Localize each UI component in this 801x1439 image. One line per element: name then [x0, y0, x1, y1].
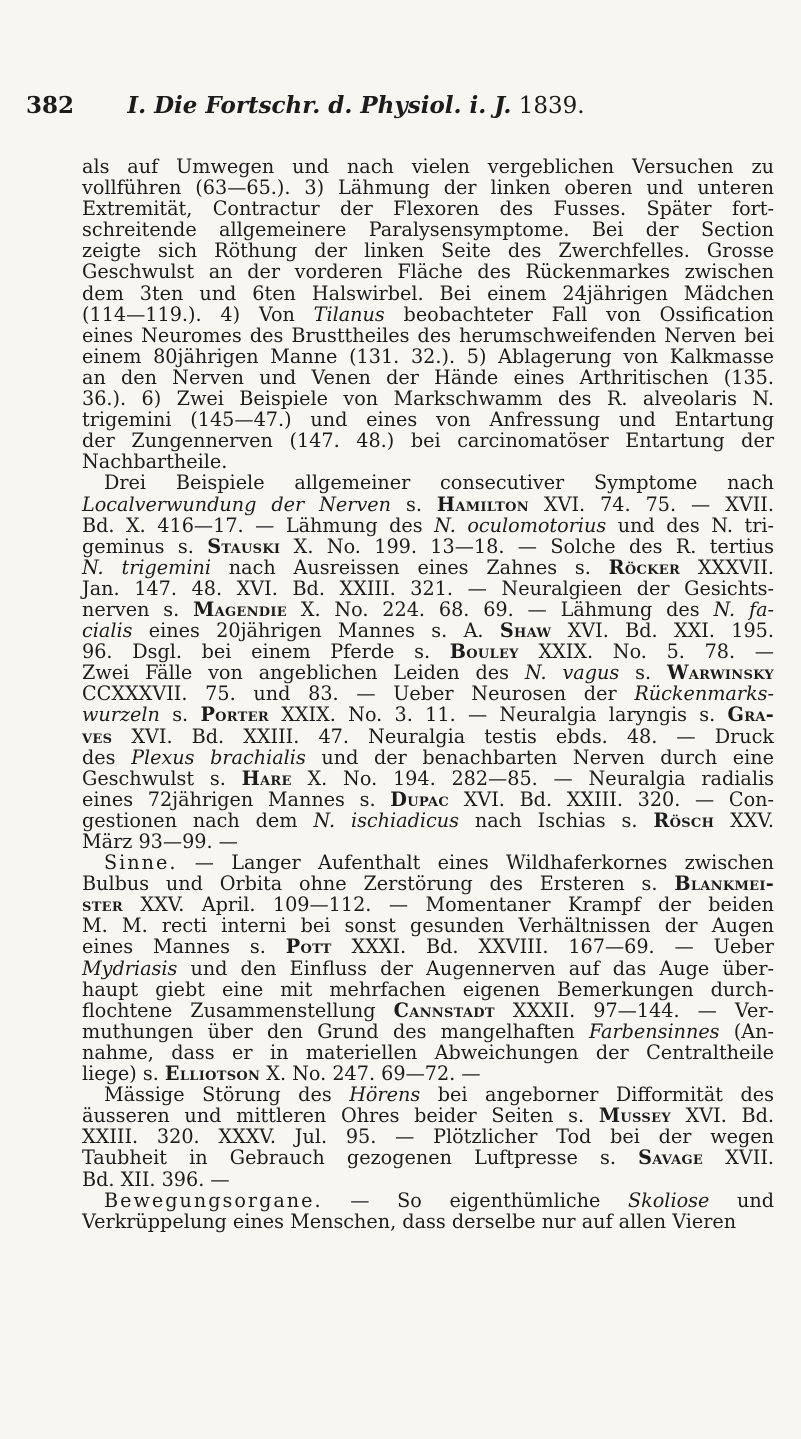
page-number: 382: [26, 92, 75, 119]
text-line: Bulbus und Orbita ohne Zerstörung des Ersteren s. Blankmei-: [82, 872, 774, 896]
text-line: Jan. 147. 48. XVI. Bd. XXIII. 321. — Neuralgieen der Gesichts-: [82, 576, 774, 600]
text-line: (114—119.). 4) Von Tilanus beobachteter Fall von Ossification: [82, 302, 774, 326]
text-line: Sinne. — Langer Aufenthalt eines Wildhaferkornes zwischen: [104, 851, 774, 875]
text-line: nerven s. Magendie X. No. 224. 68. 69. — Lähmung des N. fa-: [82, 597, 774, 621]
text-line: trigemini (145—47.) und eines von Anfressung und Entartung: [82, 408, 774, 432]
text-line: ster XXV. April. 109—112. — Momentaner Krampf der beiden: [82, 893, 774, 917]
text-line: eines Neuromes des Brusttheiles des herumschweifenden Nerven bei: [82, 323, 774, 347]
text-line: einem 80jährigen Manne (131. 32.). 5) Ablagerung von Kalkmasse: [82, 344, 774, 368]
text-line: nahme, dass er in materiellen Abweichungen der Centraltheile: [82, 1040, 774, 1064]
text-line: 96. Dsgl. bei einem Pferde s. Bouley XXIX. No. 5. 78. —: [82, 640, 774, 664]
text-line: N. trigemini nach Ausreissen eines Zahnes s. Röcker XXXVII.: [82, 555, 774, 579]
body-text: [82, 156, 774, 1232]
text-line: gestionen nach dem N. ischiadicus nach Ischias s. Rösch XXV.: [82, 808, 774, 832]
running-title: I. Die Fortschr. d. Physiol. i. J.: [127, 92, 512, 119]
text-line: eines 72jährigen Mannes s. Dupac XVI. Bd. XXIII. 320. — Con-: [82, 787, 774, 811]
text-line: geminus s. Stauski X. No. 199. 13—18. — Solche des R. tertius: [82, 534, 774, 558]
text-line: Localverwundung der Nerven s. Hamilton XVI. 74. 75. — XVII.: [82, 492, 774, 516]
text-line: Bd. XII. 396. —: [82, 1167, 230, 1191]
text-line: Geschwulst an der vorderen Fläche des Rückenmarkes zwischen: [82, 260, 774, 284]
text-line: XXIII. 320. XXXV. Jul. 95. — Plötzlicher Tod bei der wegen: [82, 1125, 774, 1149]
text-line: eines Mannes s. Pott XXXI. Bd. XXVIII. 167—69. — Ueber: [82, 935, 774, 959]
text-line: an den Nerven und Venen der Hände eines Arthritischen (135.: [82, 365, 774, 389]
text-line: Verkrüppelung eines Menschen, dass derselbe nur auf allen Vieren: [82, 1209, 737, 1233]
text-line: zeigte sich Röthung der linken Seite des Zwerchfelles. Grosse: [82, 239, 774, 263]
text-line: CCXXXVII. 75. und 83. — Ueber Neurosen der Rückenmarks-: [82, 682, 774, 706]
text-line: muthungen über den Grund des mangelhaften Farbensinnes (An-: [82, 1019, 774, 1043]
text-line: Bewegungsorgane. — So eigenthümliche Skoliose und: [104, 1188, 774, 1212]
text-line: liege) s. Elliotson X. No. 247. 69—72. —: [82, 1062, 481, 1086]
text-line: äusseren und mittleren Ohres beider Seiten s. Mussey XVI. Bd.: [82, 1104, 774, 1128]
text-line: Bd. X. 416—17. — Lähmung des N. oculomotorius und des N. tri-: [82, 513, 774, 537]
text-line: Geschwulst s. Hare X. No. 194. 282—85. — Neuralgia radialis: [82, 766, 774, 790]
text-line: des Plexus brachialis und der benachbarten Nerven durch eine: [82, 745, 774, 769]
text-line: flochtene Zusammenstellung Cannstadt XXXII. 97—144. — Ver-: [82, 998, 774, 1022]
running-header: [26, 92, 585, 132]
text-line: dem 3ten und 6ten Halswirbel. Bei einem 24jährigen Mädchen: [82, 281, 774, 305]
text-line: Extremität, Contractur der Flexoren des Fusses. Später fort-: [82, 197, 774, 221]
text-line: Taubheit in Gebrauch gezogenen Luftpresse s. Savage XVII.: [82, 1146, 775, 1170]
text-line: ves XVI. Bd. XXIII. 47. Neuralgia testis ebds. 48. — Druck: [82, 724, 774, 748]
text-line: als auf Umwegen und nach vielen vergeblichen Versuchen zu: [82, 155, 774, 178]
running-year: 1839.: [518, 93, 585, 119]
text-line: schreitende allgemeinere Paralysensymptome. Bei der Section: [82, 218, 774, 242]
text-line: Nachbartheile.: [82, 450, 228, 474]
text-line: Drei Beispiele allgemeiner consecutiver Symptome nach: [104, 471, 774, 495]
text-line: M. M. recti interni bei sonst gesunden Verhältnissen der Augen: [82, 914, 774, 938]
text-line: vollführen (63—65.). 3) Lähmung der linken oberen und unteren: [82, 176, 774, 200]
text-line: Mässige Störung des Hörens bei angeborner Difformität des: [104, 1083, 774, 1107]
text-line: der Zungennerven (147. 48.) bei carcinomatöser Entartung der: [82, 429, 774, 453]
text-line: haupt giebt eine mit mehrfachen eigenen Bemerkungen durch-: [82, 977, 774, 1001]
text-line: cialis eines 20jährigen Mannes s. A. Shaw XVI. Bd. XXI. 195.: [82, 619, 774, 643]
text-line: März 93—99. —: [82, 830, 238, 853]
text-line: 36.). 6) Zwei Beispiele von Markschwamm des R. alveolaris N.: [82, 387, 774, 411]
text-line: Zwei Fälle von angeblichen Leiden des N. vagus s. Warwinsky: [82, 661, 774, 685]
text-line: wurzeln s. Porter XXIX. No. 3. 11. — Neuralgia laryngis s. Gra-: [82, 703, 774, 727]
text-line: Mydriasis und den Einfluss der Augennerven auf das Auge über-: [82, 956, 774, 980]
